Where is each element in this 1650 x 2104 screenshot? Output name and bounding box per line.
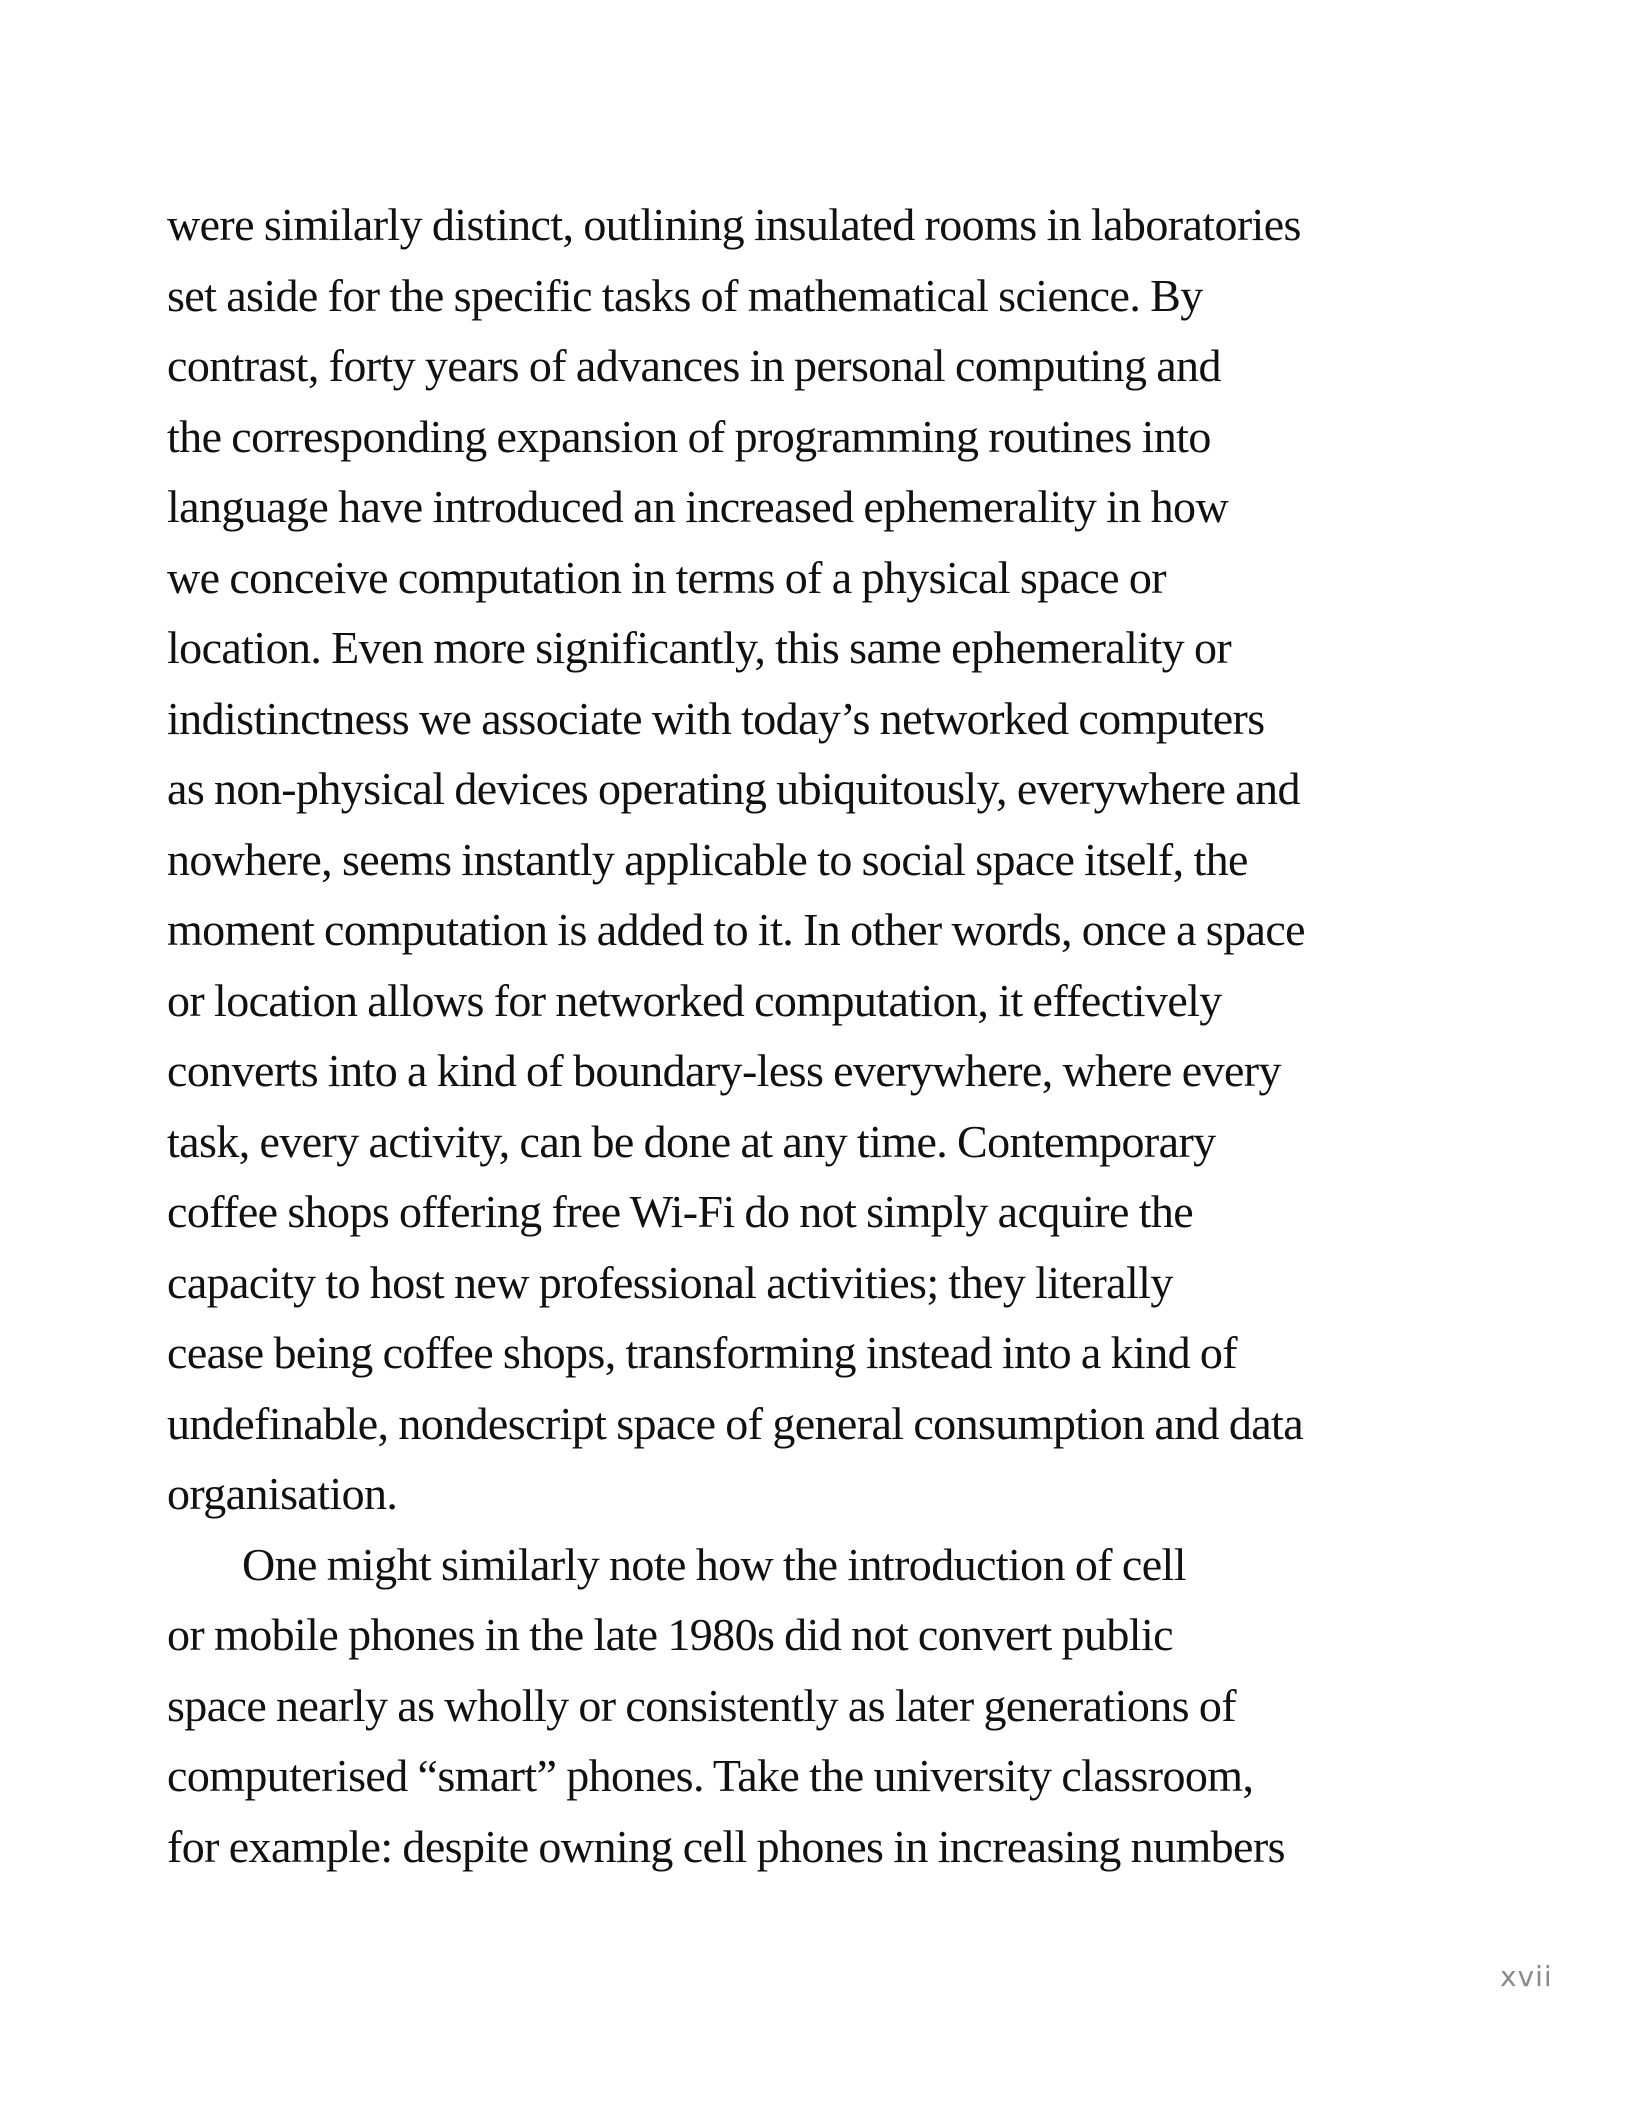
text-line: were similarly distinct, outlining insulated rooms in laboratories bbox=[167, 199, 1301, 250]
text-line: nowhere, seems instantly applicable to social space itself, the bbox=[167, 833, 1248, 885]
text-line: set aside for the specific tasks of mathematical science. By bbox=[167, 269, 1203, 321]
text-line: the corresponding expansion of programming routines into bbox=[167, 410, 1211, 462]
page-number: xvii bbox=[1500, 1960, 1553, 1993]
text-line: location. Even more significantly, this same ephemerality or bbox=[167, 622, 1232, 673]
paragraph-2 bbox=[167, 1530, 1507, 1883]
text-line: coffee shops offering free Wi-Fi do not simply acquire the bbox=[167, 1186, 1194, 1237]
text-line: for example: despite owning cell phones in increasing numbers bbox=[167, 1820, 1285, 1872]
text-line: cease being coffee shops, transforming instead into a kind of bbox=[167, 1327, 1238, 1378]
text-line: or location allows for networked computation, it effectively bbox=[167, 974, 1222, 1026]
text-line: or mobile phones in the late 1980s did not convert public bbox=[167, 1609, 1173, 1660]
body-text bbox=[167, 190, 1507, 1882]
text-line: computerised “smart” phones. Take the university classroom, bbox=[167, 1750, 1254, 1801]
text-line: space nearly as wholly or consistently as later generations of bbox=[167, 1679, 1236, 1731]
paragraph-1 bbox=[167, 190, 1507, 1530]
text-line: contrast, forty years of advances in personal computing and bbox=[167, 340, 1221, 391]
text-line: indistinctness we associate with today’s networked computers bbox=[167, 692, 1265, 744]
text-line: task, every activity, can be done at any time. Contemporary bbox=[167, 1115, 1216, 1167]
text-line: moment computation is added to it. In other words, once a space bbox=[167, 904, 1305, 955]
text-line: as non-physical devices operating ubiquitously, everywhere and bbox=[167, 763, 1300, 814]
text-line: undefinable, nondescript space of general consumption and data bbox=[167, 1397, 1304, 1449]
text-line: organisation. bbox=[167, 1468, 398, 1519]
text-line: language have introduced an increased ephemerality in how bbox=[167, 481, 1229, 532]
text-line-indented: One might similarly note how the introduction of cell bbox=[242, 1538, 1186, 1590]
text-line: capacity to host new professional activities; they literally bbox=[167, 1256, 1173, 1308]
text-line: converts into a kind of boundary-less everywhere, where every bbox=[167, 1045, 1281, 1096]
text-line: we conceive computation in terms of a physical space or bbox=[167, 551, 1167, 603]
